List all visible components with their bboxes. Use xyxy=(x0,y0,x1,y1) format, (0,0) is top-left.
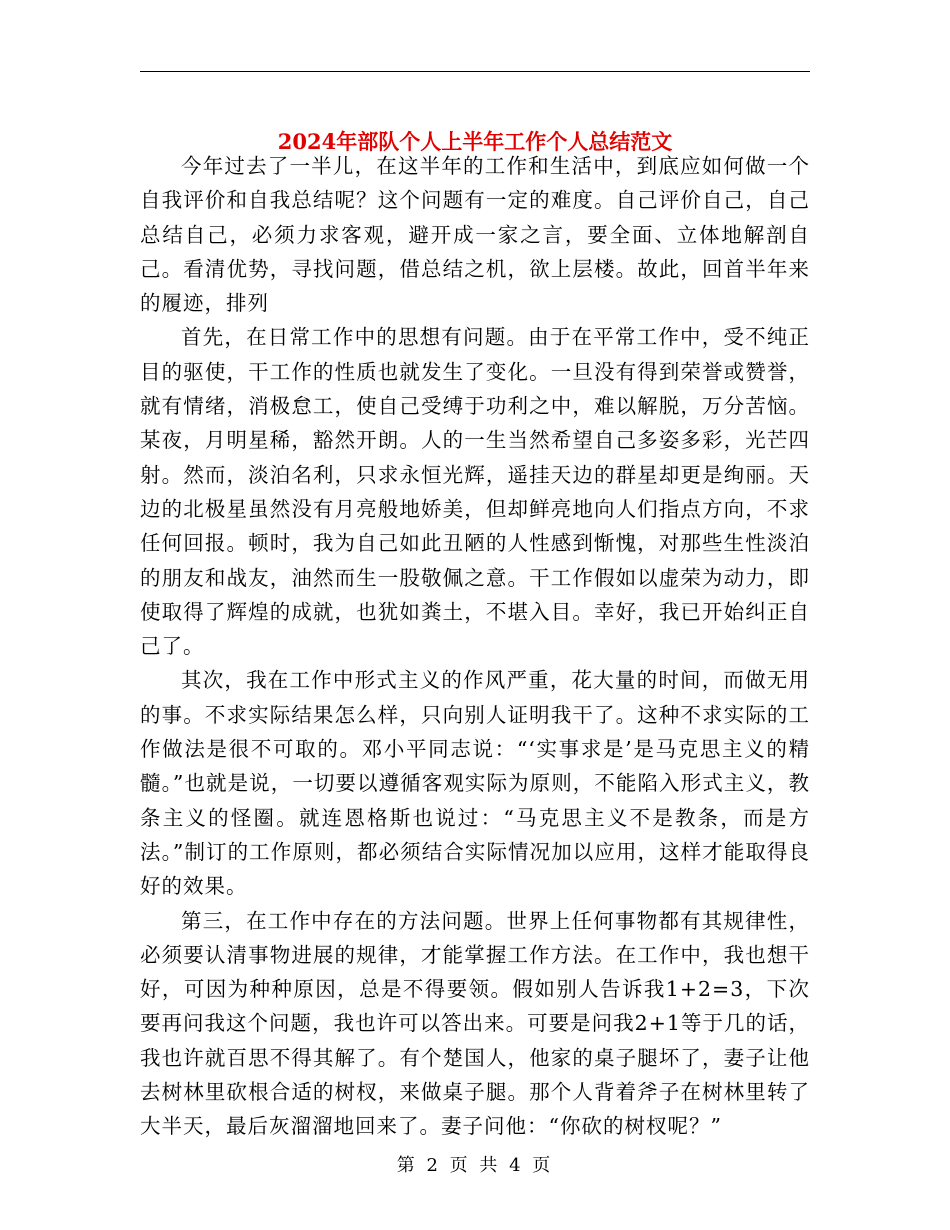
paragraph-intro: 今年过去了一半儿，在这半年的工作和生活中，到底应如何做一个自我评价和自我总结呢？这个问题有一定的难度。自己评价自己，自己总结自己，必须力求客观，避开成一家之言，要全面、立体地解剖自己。看清优势，寻找问题，借总结之机，欲上层楼。故此，回首半年来的履迹，排列 xyxy=(140,154,810,316)
document-title: 2024年部队个人上半年工作个人总结范文 xyxy=(277,129,673,155)
page-number-footer: 第 2 页 共 4 页 xyxy=(396,1155,554,1176)
paragraph-second-point: 其次，我在工作中形式主义的作风严重，花大量的时间，而做无用的事。不求实际结果怎么样，只向别人证明我干了。这种不求实际的工作做法是很不可取的。邓小平同志说：“‘实事求是’是马克思主义的精髓。”也就是说，一切要以遵循客观实际为原则，不能陷入形式主义，教条主义的怪圈。就连恩格斯也说过：“马克思主义不是教条，而是方法。”制订的工作原则，都必须结合实际情况加以应用，这样才能取得良好的效果。 xyxy=(140,668,810,899)
paragraph-third-point: 第三，在工作中存在的方法问题。世界上任何事物都有其规律性，必须要认清事物进展的规律，才能掌握工作方法。在工作中，我也想干好，可因为种种原因，总是不得要领。假如别人告诉我1+2=3，下次要再问我这个问题，我也许可以答出来。可要是问我2+1等于几的话，我也许就百思不得其解了。有个楚国人，他家的桌子腿坏了，妻子让他去树林里砍根合适的树杈，来做桌子腿。那个人背着斧子在树林里转了大半天，最后灰溜溜地回来了。妻子问他：“你砍的树杈呢？” xyxy=(140,908,810,1139)
document-body xyxy=(140,149,810,1144)
paragraph-first-point: 首先，在日常工作中的思想有问题。由于在平常工作中，受不纯正目的驱使，干工作的性质也就发生了变化。一旦没有得到荣誉或赞誉，就有情绪，消极怠工，使自己受缚于功利之中，难以解脱，万分苦恼。某夜，月明星稀，豁然开朗。人的一生当然希望自己多姿多彩，光芒四射。然而，淡泊名利，只求永恒光辉，遥挂天边的群星却更是绚丽。天边的北极星虽然没有月亮般地娇美，但却鲜亮地向人们指点方向，不求任何回报。顿时，我为自己如此丑陋的人性感到惭愧，对那些生性淡泊的朋友和战友，油然而生一股敬佩之意。干工作假如以虚荣为动力，即使取得了辉煌的成就，也犹如粪土，不堪入目。幸好，我已开始纠正自己了。 xyxy=(140,325,810,659)
header-rule xyxy=(140,71,810,72)
